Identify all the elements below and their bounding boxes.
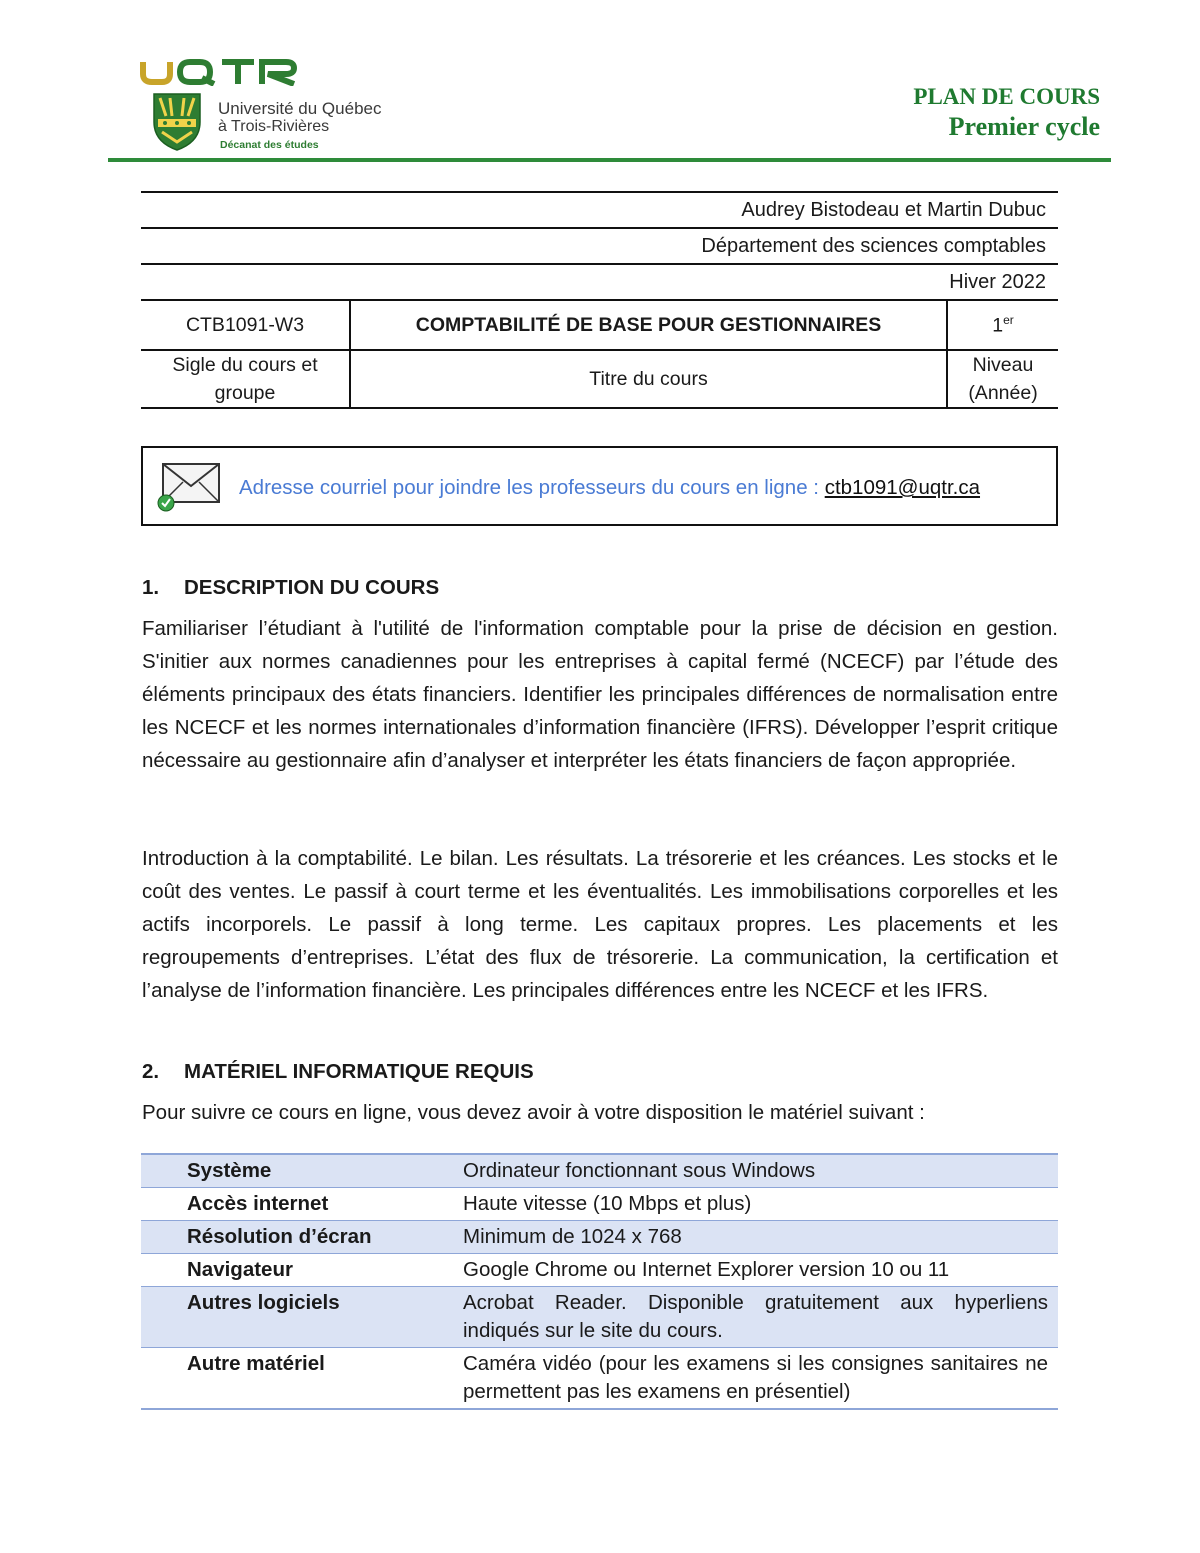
- requirement-value: Minimum de 1024 x 768: [463, 1221, 1058, 1254]
- session-row: [141, 263, 1058, 298]
- table-row: [141, 1254, 1058, 1287]
- session: Hiver 2022: [949, 271, 1046, 293]
- section-2-number: 2.: [142, 1060, 160, 1083]
- section-1-paragraph-2: Introduction à la comptabilité. Le bilan. Les résultats. La trésorerie et les créances. Les stocks et le coût des ventes. Le passif à court terme et les éventualités. Les immobilisations corporelles et les actifs incorporels. Le passif à long terme. Les capitaux propres. Les placements et les regroupements d’entreprises. L’état des flux de trésorerie. La communication, la certification et l’analyse de l’information financière. Les principales différences entre les NCECF et les IFRS.: [142, 847, 1058, 1002]
- contact-box: [141, 446, 1058, 526]
- envelope-check-icon: [157, 462, 221, 512]
- contact-label: Adresse courriel pour joindre les professeurs du cours en ligne :: [239, 476, 825, 499]
- table-row: [141, 1221, 1058, 1254]
- table-row: [141, 1154, 1058, 1188]
- requirement-value: Acrobat Reader. Disponible gratuitement aux hyperliens indiqués sur le site du cours.: [463, 1287, 1058, 1348]
- requirement-value: Ordinateur fonctionnant sous Windows: [463, 1154, 1058, 1188]
- section-1-number: 1.: [142, 576, 160, 599]
- contact-email-link[interactable]: ctb1091@uqtr.ca: [824, 476, 981, 499]
- requirement-label: Autres logiciels: [141, 1287, 463, 1348]
- section-1-paragraph-1: Familiariser l’étudiant à l'utilité de l'information comptable pour la prise de décision en gestion. S'initier aux normes canadiennes pour les entreprises à capital fermé (NCECF) par l’étude des éléments principaux des états financiers. Identifier les principales différences de normalisation entre les NCECF et les normes internationales d’information financière (IFRS). Développer l’esprit critique nécessaire au gestionnaire afin d’analyser et interpréter les états financiers de façon appropriée.: [142, 617, 1058, 772]
- uqtr-logo: [138, 56, 300, 86]
- course-title: COMPTABILITÉ DE BASE POUR GESTIONNAIRES: [350, 300, 947, 350]
- professors: Audrey Bistodeau et Martin Dubuc: [741, 199, 1046, 221]
- section-1-title: DESCRIPTION DU COURS: [184, 576, 440, 599]
- table-row: [141, 1188, 1058, 1221]
- requirements-table: [141, 1153, 1058, 1410]
- section-1-heading: [142, 576, 439, 600]
- course-table: [141, 299, 1058, 409]
- course-level-number: 1: [992, 314, 1004, 337]
- university-name-line2: à Trois-Rivières: [218, 118, 330, 135]
- course-code: CTB1091-W3: [141, 300, 350, 350]
- course-level-label: Niveau (Année): [947, 350, 1058, 408]
- department-row: [141, 227, 1058, 262]
- university-name-line1: Université du Québec: [218, 99, 382, 118]
- contact-text: [239, 476, 980, 500]
- table-row: [141, 1348, 1058, 1410]
- university-crest: [152, 92, 202, 152]
- plan-subtitle: Premier cycle: [948, 112, 1100, 141]
- section-2-title: MATÉRIEL INFORMATIQUE REQUIS: [184, 1060, 534, 1083]
- course-level-sup: er: [1003, 312, 1014, 327]
- header-rule: [108, 158, 1111, 162]
- course-level: [947, 300, 1058, 350]
- section-2-intro: Pour suivre ce cours en ligne, vous devez avoir à votre disposition le matériel suivant :: [142, 1101, 925, 1124]
- requirement-label: Autre matériel: [187, 1352, 325, 1375]
- university-name-line3: Décanat des études: [220, 139, 319, 151]
- plan-title: PLAN DE COURS: [913, 84, 1100, 109]
- requirement-value: Caméra vidéo (pour les examens si les consignes sanitaires ne permettent pas les examens en présentiel): [463, 1352, 1048, 1403]
- professors-row: [141, 191, 1058, 226]
- requirement-value: Haute vitesse (10 Mbps et plus): [463, 1192, 752, 1215]
- course-code-label: Sigle du cours et groupe: [141, 350, 350, 408]
- course-title-label: Titre du cours: [350, 350, 947, 408]
- requirement-label: Résolution d’écran: [141, 1221, 463, 1254]
- table-row: [141, 1287, 1058, 1348]
- section-2-heading: [142, 1060, 534, 1084]
- requirement-label: Système: [141, 1154, 463, 1188]
- requirement-value: Google Chrome ou Internet Explorer version 10 ou 11: [463, 1258, 950, 1281]
- requirement-label: Accès internet: [187, 1192, 329, 1215]
- requirement-label: Navigateur: [187, 1258, 293, 1281]
- department: Département des sciences comptables: [701, 235, 1046, 257]
